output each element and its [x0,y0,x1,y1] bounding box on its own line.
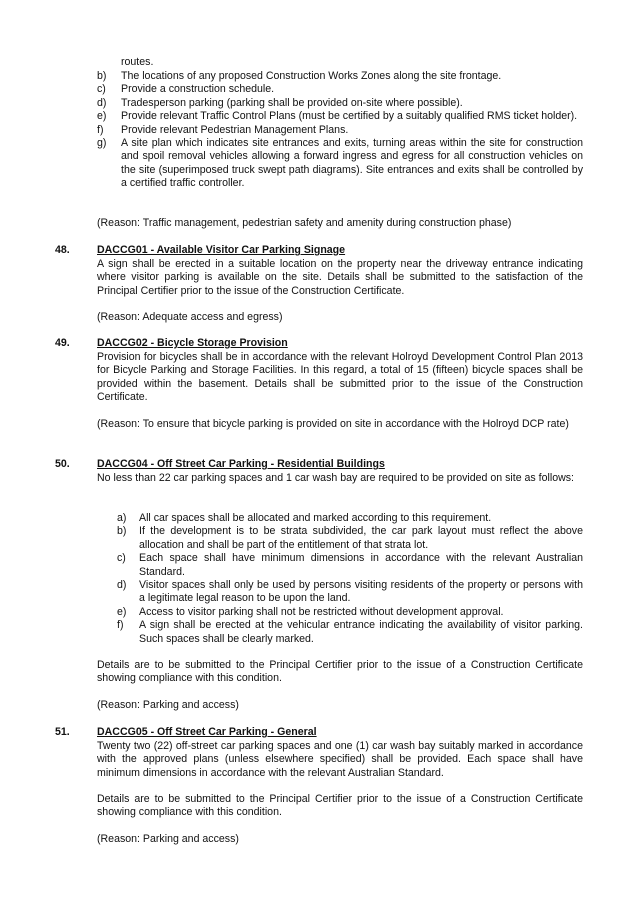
condition-reason: (Reason: To ensure that bicycle parking is provided on site in accordance with the Holroyd DCP rate) [97,418,569,430]
condition-details: Details are to be submitted to the Principal Certifier prior to the issue of a Construction Certificate showing compliance with this condition. [97,793,583,819]
list-marker: c) [117,552,126,565]
list-item [117,579,583,606]
list-text: A sign shall be erected at the vehicular entrance indicating the availability of visitor parking. Such spaces shall be clearly marked. [139,619,583,645]
condition-body: A sign shall be erected in a suitable location on the property near the driveway entrance indicating where visitor parking is available on the site. Details shall be submitted to the satisfaction of the Principal Certifier prior to the issue of the Construction Certificate. [97,258,583,297]
condition-reason: (Reason: Parking and access) [97,833,239,845]
condition-body: No less than 22 car parking spaces and 1 car wash bay are required to be provided on site as follows: [97,472,574,484]
list-item [97,70,583,83]
list-text: Visitor spaces shall only be used by persons visiting residents of the property or persons with a legitimate legal reason to be upon the land. [139,579,583,605]
list-marker: d) [117,579,127,592]
list-item [97,137,583,191]
list-marker: f) [97,123,104,136]
list-text: Access to visitor parking shall not be restricted without development approval. [139,605,504,618]
list-marker: c) [97,83,106,96]
list-item [97,124,583,137]
condition-number: 49. [55,337,70,349]
list-item [117,619,583,646]
condition-title: DACCG01 - Available Visitor Car Parking Signage [97,244,346,256]
condition-title: DACCG02 - Bicycle Storage Provision [97,337,288,349]
condition-reason: (Reason: Adequate access and egress) [97,311,283,323]
condition-details: Details are to be submitted to the Principal Certifier prior to the issue of a Construction Certificate showing compliance with this condition. [97,659,583,685]
list-marker: e) [117,605,127,618]
list-marker: e) [97,110,107,123]
list-text: Provide a construction schedule. [121,83,275,96]
list-text: Each space shall have minimum dimensions in accordance with the relevant Australian Standard. [139,552,583,578]
list-text: A site plan which indicates site entrances and exits, turning areas within the site for construction and spoil removal vehicles allowing a forward ingress and egress for all construction vehicles on the site (superimposed truck swept path diagrams). Site entrances and exits shall be controlled by a certified traffic controller. [121,137,583,190]
list-marker: g) [97,137,107,150]
list-text: All car spaces shall be allocated and marked according to this requirement. [139,512,492,524]
list-text: Provide relevant Traffic Control Plans (must be certified by a suitably qualified RMS ticket holder). [121,110,578,123]
list-item [117,552,583,579]
list-item [117,512,583,525]
condition-title: DACCG05 - Off Street Car Parking - General [97,726,317,738]
condition-body: Provision for bicycles shall be in accordance with the relevant Holroyd Development Control Plan 2013 for Bicycle Parking and Storage Facilities. In this regard, a total of 15 (fifteen) bicycle spaces shall be provided within the basement. Details shall be submitted prior to the issue of the Construction Certificate. [97,351,583,404]
condition-body: Twenty two (22) off-street car parking spaces and one (1) car wash bay suitably marked in accordance with the approved plans (unless elsewhere specified) shall be provided. Each space shall have minimum dimensions in accordance with the relevant Australian Standard. [97,740,583,779]
intro-reason: (Reason: Traffic management, pedestrian safety and amenity during construction phase) [97,217,512,229]
list-item [97,110,583,123]
condition-list [117,512,583,646]
list-marker: f) [117,619,124,632]
condition-number: 48. [55,244,70,256]
condition-reason: (Reason: Parking and access) [97,699,239,711]
list-text: If the development is to be strata subdivided, the car park layout must reflect the above allocation and shall be part of the entitlement of that strata lot. [139,525,583,551]
condition-title: DACCG04 - Off Street Car Parking - Residential Buildings [97,458,385,470]
condition-number: 50. [55,458,70,470]
intro-list [97,70,583,191]
list-text: The locations of any proposed Construction Works Zones along the site frontage. [121,70,502,82]
list-item [97,97,583,110]
list-continuation: routes. [121,56,154,68]
list-item [97,83,583,96]
list-text: Tradesperson parking (parking shall be provided on-site where possible). [121,96,463,109]
list-item [117,525,583,552]
list-marker: b) [97,70,107,82]
list-text: Provide relevant Pedestrian Management Plans. [121,123,349,136]
list-marker: a) [117,512,127,524]
list-marker: d) [97,96,107,109]
condition-number: 51. [55,726,70,738]
list-marker: b) [117,525,127,538]
list-item [117,606,583,619]
